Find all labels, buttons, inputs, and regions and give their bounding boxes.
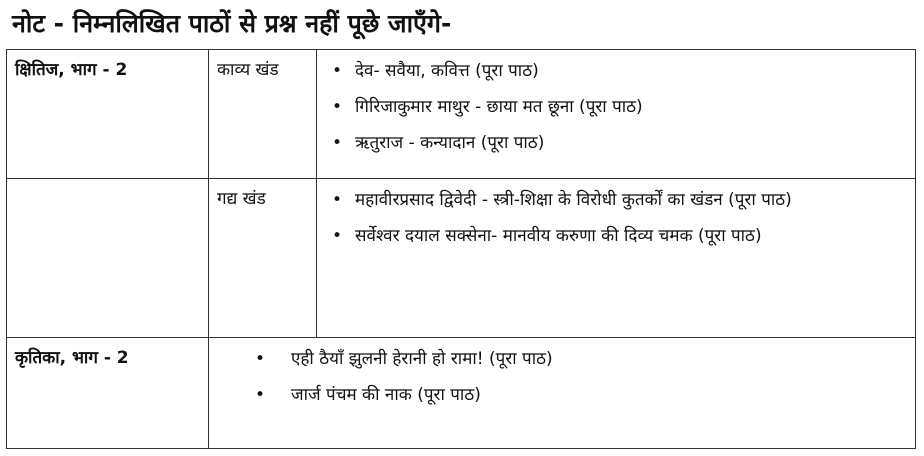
- bullet-icon: •: [332, 97, 343, 117]
- lesson-text: देव- सवैया, कवित्त (पूरा पाठ): [355, 61, 539, 81]
- table-row: [7, 50, 916, 179]
- list-item: [317, 218, 915, 254]
- section-label-kavya: काव्य खंड: [217, 60, 279, 80]
- lesson-list: [317, 50, 915, 165]
- section-cell: [209, 179, 317, 338]
- section-cell: [209, 50, 317, 179]
- bullet-icon: •: [332, 226, 343, 246]
- bullet-icon: •: [332, 133, 343, 153]
- table-row: [7, 338, 916, 449]
- bullet-icon: •: [255, 385, 266, 405]
- lesson-text: ऋतुराज - कन्यादान (पूरा पाठ): [355, 133, 545, 153]
- list-item: [317, 182, 915, 218]
- lesson-text: गिरिजाकुमार माथुर - छाया मत छूना (पूरा पाठ): [355, 97, 643, 117]
- list-item: [317, 53, 915, 89]
- bullet-icon: •: [332, 61, 343, 81]
- book-cell: [7, 50, 209, 179]
- list-item: [317, 89, 915, 125]
- excluded-lessons-table: [6, 49, 916, 449]
- lesson-list: [209, 338, 915, 417]
- list-item: [317, 125, 915, 161]
- lesson-text: महावीरप्रसाद द्विवेदी - स्त्री-शिक्षा के विरोधी कुतर्कों का खंडन (पूरा पाठ): [355, 190, 792, 210]
- bullet-icon: •: [255, 349, 266, 369]
- list-item: [209, 341, 915, 377]
- lesson-text: सर्वेश्वर दयाल सक्सेना- मानवीय करुणा की दिव्य चमक (पूरा पाठ): [355, 226, 762, 246]
- book-cell: [7, 179, 209, 338]
- book-title-kshitij: क्षितिज, भाग - 2: [15, 60, 128, 80]
- lessons-cell: [209, 338, 916, 449]
- page-heading: नोट - निम्नलिखित पाठों से प्रश्न नहीं पूछे जाएँगे-: [12, 9, 452, 38]
- book-cell: [7, 338, 209, 449]
- lessons-cell: [317, 50, 916, 179]
- lessons-cell: [317, 179, 916, 338]
- lesson-text: जार्ज पंचम की नाक (पूरा पाठ): [291, 385, 481, 405]
- book-title-kritika: कृतिका, भाग - 2: [15, 348, 129, 368]
- lesson-list: [317, 179, 915, 258]
- list-item: [209, 377, 915, 413]
- lesson-text: एही ठैयाँ झुलनी हेरानी हो रामा! (पूरा पाठ): [291, 349, 553, 369]
- section-label-gadya: गद्य खंड: [217, 189, 266, 209]
- bullet-icon: •: [332, 190, 343, 210]
- table-row: [7, 179, 916, 338]
